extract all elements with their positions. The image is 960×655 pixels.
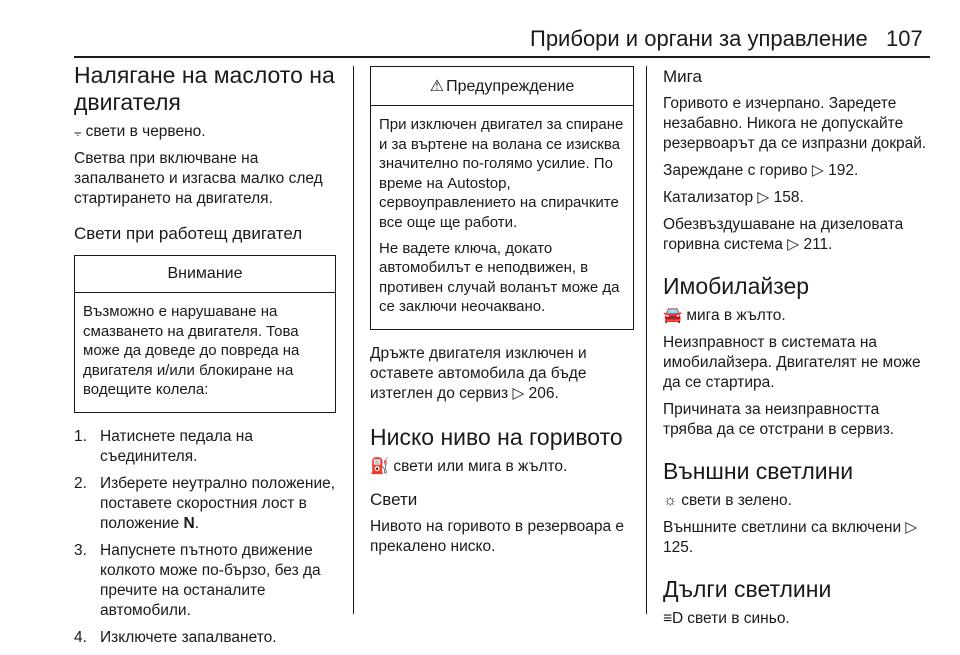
paragraph: Горивото е изчерпано. Заредете незабавно. Никога не допускайте резервоарът да се изпразни докрай. [663, 95, 927, 152]
caution-title: Внимание [75, 256, 335, 293]
column-divider [353, 66, 354, 614]
reference-arrow-icon: ▷ [787, 236, 800, 253]
column-1 [74, 62, 336, 655]
indicator-line: ☼ свети в зелено. [663, 492, 792, 509]
paragraph: Дръжте двигателя изключен и оставете автомобила да бъде изтеглен до сервиз ▷ 206. [370, 344, 587, 402]
list-item: 4. Изключете запалването. [74, 628, 277, 646]
warning-triangle-icon: ⚠ [429, 78, 445, 95]
warning-box [370, 66, 634, 330]
page-number: 107 [886, 26, 923, 51]
paragraph: Причината за неизправността трябва да се отстрани в сервиз. [663, 401, 895, 438]
column-divider [646, 66, 647, 614]
paragraph: Неизправност в системата на имобилайзера. Двигателят не може да се стартира. [663, 334, 921, 391]
subheading: Свети [370, 489, 418, 509]
list-item: 1. Натиснете педала на съединителя. [74, 427, 253, 465]
section-heading: Налягане на маслото на двигателя [74, 62, 335, 115]
paragraph: Светва при включване на запалването и изгасва малко след стартирането на двигателя. [74, 150, 323, 207]
paragraph: Външните светлини са включени ▷ 125. [663, 519, 918, 556]
reference-arrow-icon: ▷ [757, 189, 770, 206]
indicator-line: ≡D свети в синьо. [663, 610, 790, 627]
high-beam-icon: ≡D [663, 610, 684, 627]
immobilizer-car-key-icon: 🚘 [663, 307, 683, 324]
paragraph: Нивото на горивото в резервоара е прекалено ниско. [370, 517, 625, 555]
steps-list [74, 427, 336, 648]
section-heading: Външни светлини [663, 458, 854, 484]
column-2 [370, 62, 634, 564]
header-rule [74, 56, 930, 58]
indicator-line: ⨪ свети в червено. [74, 123, 206, 140]
oil-pressure-icon: ⨪ [74, 124, 82, 139]
warning-text: Не вадете ключа, докато автомобилът е неподвижен, в противен случай воланът може да се заключи неочаквано. [379, 239, 620, 316]
reference-line: Катализатор ▷ 158. [663, 189, 804, 206]
warning-title: ⚠ Предупреждение [371, 67, 633, 106]
reference-arrow-icon: ▷ [905, 519, 918, 536]
reference-arrow-icon: ▷ [512, 384, 525, 402]
page-header-title: Прибори и органи за управление [530, 26, 868, 51]
fuel-pump-icon: ⛽ [370, 457, 390, 475]
indicator-line: ⛽ свети или мига в жълто. [370, 457, 568, 475]
list-item: 3. Напуснете пътното движение колкото може по-бързо, без да пречите на останалите автомобили. [74, 541, 321, 619]
exterior-lights-icon: ☼ [663, 492, 678, 509]
caution-text: Възможно е нарушаване на смазването на двигателя. Това може да доведе до повреда на двигателя и/или блокиране на водещите колела: [83, 303, 300, 399]
reference-arrow-icon: ▷ [811, 162, 824, 179]
subheading: Мига [663, 67, 702, 86]
reference-line: Обезвъздушаване на дизеловата горивна система ▷ 211. [663, 216, 904, 253]
column-3 [663, 62, 931, 636]
caution-box [74, 255, 336, 413]
warning-text: При изключен двигател за спиране и за въртене на волана се изисква значително по-голямо усилие. По време на Autostop, сервоуправлението на спирачките все още ще работи. [379, 116, 624, 231]
section-heading: Дълги светлини [663, 576, 832, 602]
section-heading: Имобилайзер [663, 273, 810, 299]
reference-line: Зареждане с гориво ▷ 192. [663, 162, 859, 179]
list-item: 2. Изберете неутрално положение, поставете скоростния лост в положение N. [74, 474, 336, 532]
indicator-line: 🚘 мига в жълто. [663, 307, 786, 324]
subheading: Свети при работещ двигател [74, 224, 303, 243]
section-heading: Ниско ниво на горивото [370, 423, 623, 450]
